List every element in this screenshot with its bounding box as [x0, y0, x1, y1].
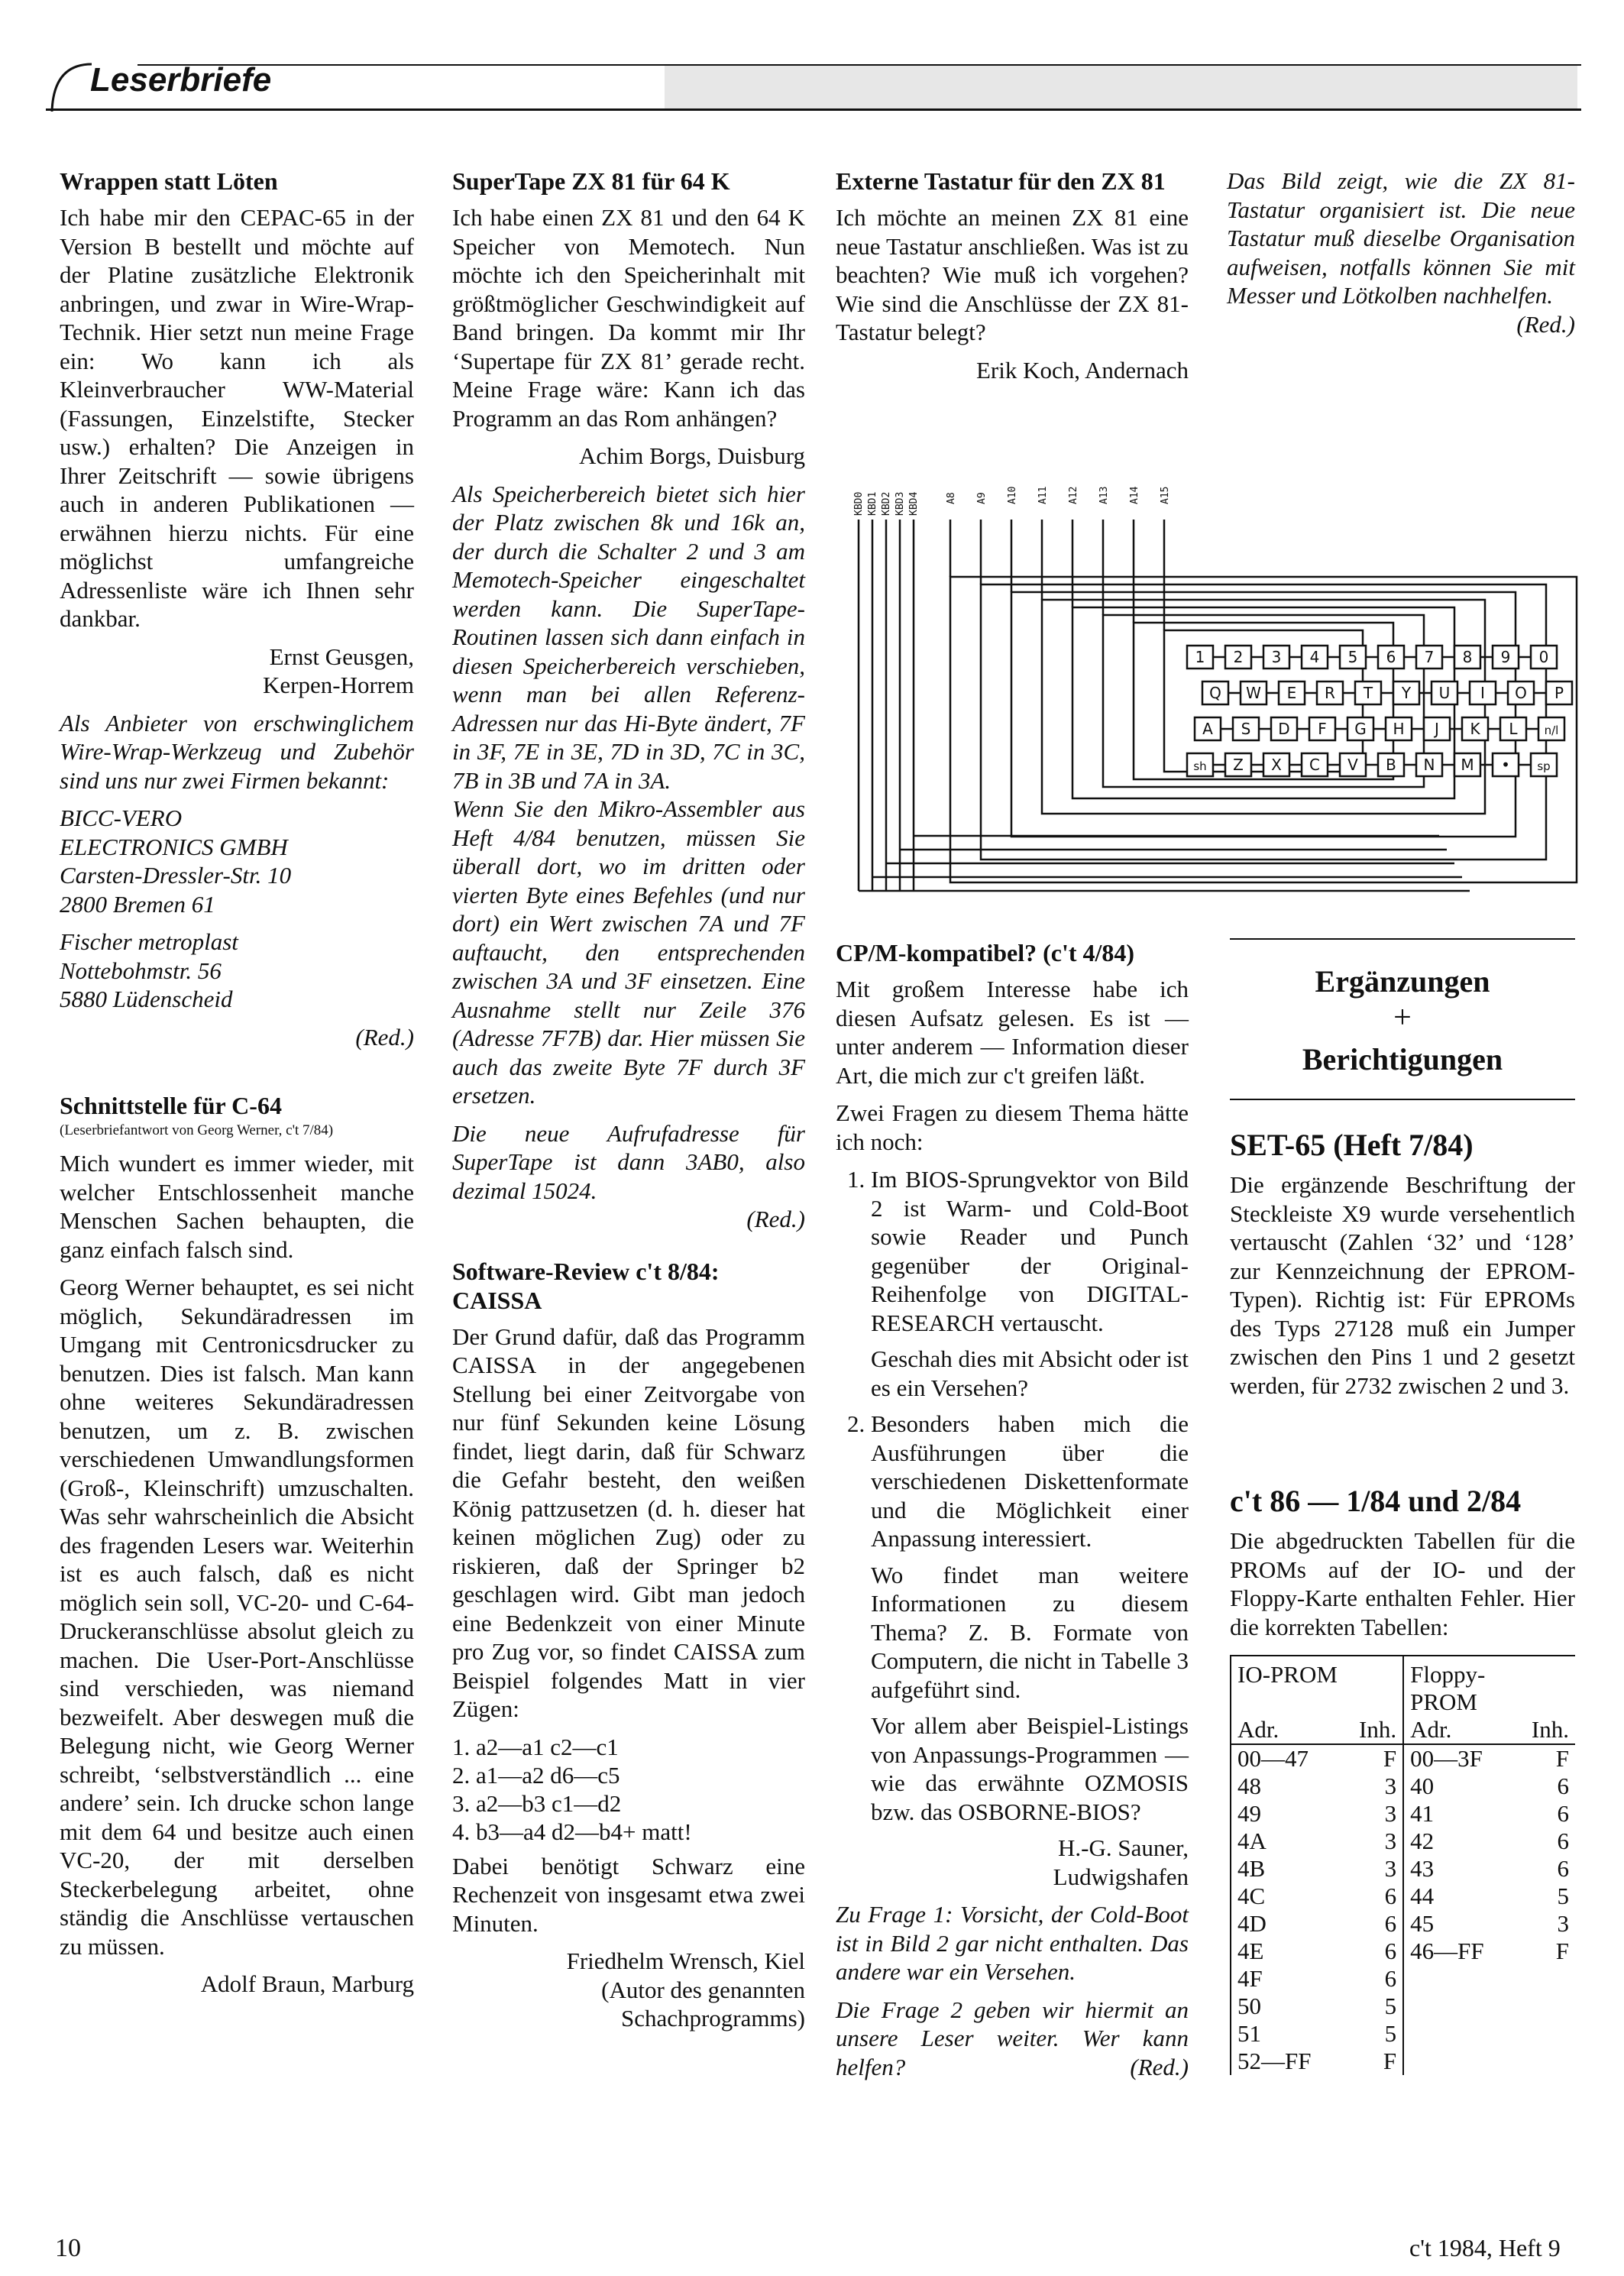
kbd-line-label: KBD4	[908, 491, 920, 516]
key-label: B	[1386, 756, 1396, 774]
letter-text: Ich möchte an meinen ZX 81 eine neue Tastatur anschließen. Was ist zu beachten? Wie muß ich vorgehen? Wie sind die Anschlüsse der ZX 81-Tastatur belegt?	[836, 204, 1189, 345]
key-label: 4	[1309, 648, 1320, 666]
address-line: 2800 Bremen 61	[60, 890, 215, 918]
table-header: Floppy-	[1403, 1656, 1575, 1688]
key-label: L	[1509, 720, 1518, 738]
question-list	[836, 1165, 1189, 1826]
letter-heading: Externe Tastatur für den ZX 81	[836, 167, 1166, 195]
key-label: A	[1202, 720, 1213, 738]
chess-move: 2. a1—a2 d6—c5	[452, 1761, 620, 1789]
chess-move: 4. b3—a4 d2—b4+ matt!	[452, 1818, 692, 1845]
key-label: C	[1309, 756, 1320, 774]
kbd-line-label: KBD3	[894, 491, 906, 516]
table-cell: 6	[1384, 1910, 1397, 1937]
address-line-label: A15	[1160, 486, 1171, 504]
table-cell: 3	[1557, 1910, 1569, 1937]
editor-reply: Die neue Aufrufadresse für SuperTape ist dann 3AB0, also dezimal 15024.	[452, 1119, 805, 1204]
table-cell: 6	[1557, 1828, 1569, 1854]
box-rule	[1230, 938, 1575, 940]
letter-text: Der Grund dafür, daß das Programm CAISSA in der angegebenen Stellung bei einer Zeitvorgabe von nur fünf Sekunden keine Lösung findet, liegt darin, daß für Schwarz die Gefahr besteht, den weißen König pattzusetzen (d. h. dieser hat keinen möglichen Zug) oder zu riskieren, daß der Springer b2 geschlagen wird. Gibt man jedoch eine Bedenkzeit von einer Minute pro Zug vor, so findet CAISSA zum Beispiel folgendes Matt in vier Zügen:	[452, 1323, 805, 1722]
address-line-label: A14	[1129, 486, 1140, 504]
question-item	[871, 1165, 1189, 1402]
letter-signature: Achim Borgs, Duisburg	[579, 442, 805, 469]
box-plus: +	[1393, 1000, 1412, 1035]
key-label: I	[1480, 684, 1485, 702]
letter-text: Ich habe mir den CEPAC-65 in der Version B bestellt und möchte auf der Platine zusätzliche Elektronik anbringen, und zwar in Wire-Wrap-Technik. Hier setzt nun meine Frage ein: Wo kann ich als Kleinverbraucher WW-Material (Fassungen, Einzelstifte, Stecker usw.) erhalten? Die Anzeigen in Ihrer Zeitschrift — sowie übrigens auch in anderen Publikationen — erwähnen hierzu nichts. Für eine möglichst umfangreiche Adressenliste wäre ich Ihnen sehr dankbar.	[60, 204, 414, 632]
table-col-header: Inh.	[1512, 1716, 1575, 1744]
letter-signature: Kerpen-Horrem	[263, 672, 414, 698]
table-cell	[1512, 1965, 1575, 1993]
letter-text: Zwei Fragen zu diesem Thema hätte ich noch:	[836, 1099, 1189, 1155]
question-text: 1. Im BIOS-Sprungvektor von Bild 2 ist Warm- und Cold-Boot sowie Reader und Punch gegenüber der Original-Reihenfolge von DIGITAL-RESEARCH vertauscht.	[871, 1166, 1189, 1336]
editor-reply: Als Speicherbereich bietet sich hier der Platz zwischen 8k und 16k an, der durch die Schalter 2 und 3 am Memotech-Speicher eingeschaltet werden kann. Die SuperTape-Routinen lassen sich dann einfach in diesen Speicherbereich verschieben, wenn man bei allen Referenz-Adressen nur das Hi-Byte ändert, 7F in 3F, 7E in 3E, 7D in 3D, 7C in 3C, 7B in 3B und 7A in 3A.	[452, 480, 805, 794]
table-cell: 4E	[1237, 1938, 1264, 1964]
table-cell	[1512, 2048, 1575, 2075]
key-label: S	[1241, 720, 1251, 738]
box-title: Berichtigungen	[1302, 1042, 1503, 1076]
table-cell: 6	[1557, 1773, 1569, 1799]
corrections-body	[1230, 1128, 1575, 2075]
letter-text: Ich habe einen ZX 81 und den 64 K Speicher von Memotech. Nun möchte ich den Speicherinhalt mit größtmöglicher Geschwindigkeit auf Band bringen. Da kommt mir Ihr ‘Supertape für ZX 81’ gerade recht. Meine Frage wäre: Kann ich das Programm an das Rom anhängen?	[452, 204, 805, 432]
address-block	[60, 804, 414, 918]
editor-reply: Das Bild zeigt, wie die ZX 81-Tastatur organisiert ist. Die neue Tastatur muß dieselbe Organisation aufweisen, notfalls können Sie mit Messer und Lötkolben nachhelfen.	[1227, 167, 1575, 309]
address-line-label: A10	[1007, 486, 1018, 504]
key-label: R	[1325, 684, 1335, 702]
key-label: 9	[1500, 648, 1511, 666]
key-label: 6	[1386, 648, 1396, 666]
header-rule	[46, 108, 1581, 111]
key-label: O	[1515, 684, 1527, 702]
corrections-section	[1230, 938, 1575, 2075]
editor-mark: (Red.)	[746, 1206, 805, 1232]
table-cell: 50	[1237, 1993, 1261, 2019]
chess-moves	[452, 1733, 805, 1846]
table-row	[1231, 1965, 1575, 1993]
editor-reply: Als Anbieter von erschwinglichem Wire-Wrap-Werkzeug und Zubehör sind uns nur zwei Firmen bekannt:	[60, 709, 414, 794]
table-cell: F	[1555, 1745, 1569, 1772]
address-line: Fischer metroplast	[60, 928, 238, 955]
table-cell: 5	[1384, 1993, 1397, 2019]
kbd-line-label: KBD0	[853, 491, 865, 516]
key-label: T	[1363, 684, 1373, 702]
table-cell: 00—3F	[1403, 1744, 1512, 1773]
address-line-label: A12	[1068, 486, 1079, 504]
table-cell: 43	[1403, 1855, 1512, 1883]
key-label: 2	[1233, 648, 1244, 666]
table-cell	[1403, 1993, 1512, 2020]
table-cell	[1512, 1993, 1575, 2020]
letter-signature: H.-G. Sauner,	[1058, 1834, 1189, 1861]
editor-reply: Wenn Sie den Mikro-Assembler aus Heft 4/84 benutzen, müssen Sie überall dort, wo im dritten oder vierten Byte eines Befehles (und nur dort) ein Wert zwischen 7A und 7F auftaucht, den entsprechenden zwischen 3A und 3F einsetzen. Eine Ausnahme stellt nur Zeile 376 (Adresse 7F7B) dar. Hier müssen Sie auch das zweite Byte 7F durch 3F ersetzen.	[452, 795, 805, 1109]
letter-signature: Ludwigshafen	[1053, 1863, 1189, 1890]
page-number: 10	[55, 2234, 81, 2262]
question-text: Geschah dies mit Absicht oder ist es ein Versehen?	[871, 1345, 1189, 1401]
table-cell: F	[1555, 1938, 1569, 1964]
table-row	[1231, 1828, 1575, 1855]
editor-reply: Zu Frage 1: Vorsicht, der Cold-Boot ist in Bild 2 gar nicht enthalten. Das andere war ein Versehen.	[836, 1901, 1189, 1985]
table-cell: 5	[1557, 1883, 1569, 1909]
table-cell: 5	[1384, 2020, 1397, 2047]
key-label: J	[1435, 720, 1439, 738]
table-cell: 6	[1557, 1800, 1569, 1827]
table-cell: 40	[1403, 1773, 1512, 1800]
table-row	[1231, 1800, 1575, 1828]
table-cell: 41	[1403, 1800, 1512, 1828]
key-label: M	[1461, 756, 1474, 774]
editor-mark: (Red.)	[355, 1023, 414, 1051]
table-row	[1231, 1773, 1575, 1800]
kbd-line-label: KBD1	[867, 491, 878, 516]
table-cell: F	[1383, 1745, 1397, 1772]
key-label: 3	[1271, 648, 1282, 666]
address-line-label: A11	[1037, 486, 1049, 504]
table-cell: 51	[1237, 2020, 1261, 2047]
correction-text: Die abgedruckten Tabellen für die PROMs auf der IO- und der Floppy-Karte enthalten Fehler. Hier die korrekten Tabellen:	[1230, 1527, 1575, 1640]
letter-heading: SuperTape ZX 81 für 64 K	[452, 167, 730, 195]
letter-heading: Wrappen statt Löten	[60, 167, 278, 195]
key-label: 7	[1424, 648, 1435, 666]
key-label: Y	[1401, 684, 1412, 702]
key-label: D	[1278, 720, 1290, 738]
table-header: PROM	[1403, 1688, 1575, 1716]
key-label: E	[1286, 684, 1297, 702]
column-3-top	[836, 167, 1189, 393]
table-row	[1231, 2020, 1575, 2048]
letter-text: Mit großem Interesse habe ich diesen Aufsatz gelesen. Es ist — unter anderem — Information dieser Art, die mich zur c't greifen läßt.	[836, 976, 1189, 1089]
key-label: N	[1423, 756, 1435, 774]
key-label: H	[1393, 720, 1405, 738]
table-cell: 45	[1403, 1910, 1512, 1938]
table-row	[1231, 1744, 1575, 1773]
kbd-line-label: KBD2	[881, 491, 892, 516]
letter-signature: (Autor des genannten	[601, 1976, 805, 2003]
question-text: 2. Besonders haben mich die Ausführungen über die verschiedenen Diskettenformate und die Möglichkeit einer Anpassung interessiert.	[871, 1410, 1189, 1552]
question-text: Wo findet man weitere Informationen zu diesem Thema? Z. B. Formate von Computern, die nicht in Tabelle 3 aufgeführt sind.	[871, 1561, 1189, 1703]
table-row	[1231, 1938, 1575, 1965]
correction-heading: SET-65 (Heft 7/84)	[1230, 1128, 1474, 1162]
correction-heading: c't 86 — 1/84 und 2/84	[1230, 1484, 1522, 1518]
table-cell: 4F	[1237, 1965, 1263, 1992]
header-watermark-band	[665, 66, 1577, 108]
key-label: 0	[1538, 648, 1549, 666]
letter-signature: Ernst Geusgen,	[269, 643, 414, 670]
address-block	[60, 928, 414, 1014]
letter-signature: Adolf Braun, Marburg	[200, 1970, 414, 1997]
address-line: BICC-VERO	[60, 805, 183, 831]
address-line: ELECTRONICS GMBH	[60, 833, 288, 860]
table-cell: F	[1383, 2048, 1397, 2074]
table-cell: 42	[1403, 1828, 1512, 1855]
table-row	[1231, 1883, 1575, 1910]
chess-move: 3. a2—b3 c1—d2	[452, 1789, 622, 1817]
table-cell: 4A	[1237, 1828, 1267, 1854]
table-header: IO-PROM	[1237, 1661, 1338, 1688]
correction-text: Die ergänzende Beschriftung der Steckleiste X9 wurde versehentlich vertauscht (Zahlen ‘32’ und ‘128’ zur Kennzeichnung der EPROM-Typen). Richtig ist: Für EPROMs des Typs 27128 muß ein Jumper zwischen den Pins 1 und 2 gesetzt werden, für 2732 zwischen 2 und 3.	[1230, 1171, 1575, 1399]
question-item	[871, 1410, 1189, 1826]
editor-mark: (Red.)	[1130, 2054, 1189, 2080]
key-label: V	[1347, 756, 1358, 774]
table-cell: 52—FF	[1237, 2048, 1312, 2074]
key-label: 8	[1462, 648, 1473, 666]
key-label: X	[1271, 756, 1282, 774]
table-cell	[1403, 1965, 1512, 1993]
table-cell	[1403, 2020, 1512, 2048]
column-3-bottom	[836, 938, 1189, 2091]
address-line-label: A13	[1098, 486, 1110, 504]
column-2	[452, 167, 805, 2042]
table-cell: 49	[1237, 1800, 1261, 1827]
key-label: G	[1354, 720, 1367, 738]
box-title: Ergänzungen	[1315, 964, 1490, 999]
table-cell: 6	[1384, 1965, 1397, 1992]
table-cell: 4C	[1237, 1883, 1266, 1909]
table-col-header: Adr.	[1231, 1716, 1340, 1744]
box-rule	[1230, 1099, 1575, 1100]
table-row	[1231, 2048, 1575, 2075]
letter-subheading: (Leserbriefantwort von Georg Werner, c't 7/84)	[60, 1122, 334, 1138]
table-cell: 6	[1384, 1938, 1397, 1964]
letter-text: Mich wundert es immer wieder, mit welcher Entschlossenheit manche Menschen Sachen behaupten, die ganz einfach falsch sind.	[60, 1150, 414, 1263]
address-line: 5880 Lüdenscheid	[60, 986, 233, 1012]
key-label: Z	[1233, 756, 1244, 774]
header-top-rule	[137, 64, 1581, 66]
key-label: U	[1438, 684, 1451, 702]
key-label: 1	[1195, 648, 1205, 666]
letter-signature: Friedhelm Wrensch, Kiel	[566, 1947, 805, 1974]
table-cell: 3	[1384, 1828, 1397, 1854]
magazine-issue: c't 1984, Heft 9	[1409, 2234, 1561, 2261]
key-label: F	[1318, 720, 1327, 738]
editor-reply: Die Frage 2 geben wir hiermit an unsere Leser weiter. Wer kann helfen?	[836, 1996, 1189, 2080]
table-cell: 44	[1403, 1883, 1512, 1910]
table-cell: 3	[1384, 1855, 1397, 1882]
table-cell: 4B	[1237, 1855, 1266, 1882]
editor-mark: (Red.)	[1516, 310, 1575, 338]
key-label: Q	[1209, 684, 1221, 702]
table-col-header: Inh.	[1340, 1716, 1403, 1744]
table-cell: 6	[1557, 1855, 1569, 1882]
section-title: Leserbriefe	[90, 61, 272, 99]
keyboard-matrix-diagram	[836, 435, 1584, 924]
table-cell: 48	[1237, 1773, 1261, 1799]
address-line-label: A8	[946, 492, 957, 504]
key-label: P	[1554, 684, 1564, 702]
table-col-header: Adr.	[1403, 1716, 1512, 1744]
key-label: sp	[1537, 759, 1551, 773]
key-label: 5	[1347, 648, 1358, 666]
letter-text: Dabei benötigt Schwarz eine Rechenzeit von insgesamt etwa zwei Minuten.	[452, 1852, 805, 1937]
table-cell: 3	[1384, 1773, 1397, 1799]
letter-signature: Schachprogramms)	[620, 2005, 805, 2032]
table-cell: 46—FF	[1403, 1938, 1512, 1965]
letter-signature: Erik Koch, Andernach	[975, 356, 1189, 384]
table-cell: 4D	[1237, 1910, 1267, 1937]
table-cell	[1403, 2048, 1512, 2075]
key-label: sh	[1193, 759, 1207, 773]
column-1	[60, 167, 414, 2008]
table-row	[1231, 1855, 1575, 1883]
key-label: •	[1501, 756, 1510, 774]
address-line: Carsten-Dressler-Str. 10	[60, 862, 292, 889]
address-line: Nottebohmstr. 56	[60, 957, 222, 984]
table-cell: 6	[1384, 1883, 1397, 1909]
letter-heading: Software-Review c't 8/84: CAISSA	[452, 1257, 720, 1314]
table-cell	[1512, 2020, 1575, 2048]
table-cell: 00—47	[1237, 1745, 1309, 1772]
chess-move: 1. a2—a1 c2—c1	[452, 1733, 619, 1760]
table-header-spacer	[1231, 1688, 1403, 1716]
letter-text: Georg Werner behauptet, es sei nicht möglich, Sekundäradressen im Umgang mit Centronicsdrucker zu benutzen. Dies ist falsch. Man kann ohne weiteres Sekundäradressen benutzen, um z. B. zwischen verschiedenen Umwandlungsformen (Groß-, Kleinschrift) umzuschalten. Was sehr wahrscheinlich die Absicht des fragenden Lesers war. Weiterhin ist es auch falsch, daß es nicht möglich sein soll, VC-20- und C-64-Druckeranschlüsse absolut gleich zu machen. Die User-Port-Anschlüsse sind verschieden, was niemand bezweifelt. Aber deswegen muß die Belegung nicht, wie Georg Werner schreibt, ‘selbstverständlich ... eine andere’ sein. Ich drucke schon lange mit dem 64 und besitze auch einen VC-20, der mit derselben Steckerbelegung arbeitet, ohne ständig die Anschlüsse vertauschen zu müssen.	[60, 1274, 414, 1960]
table-row	[1231, 1910, 1575, 1938]
letter-heading: CP/M-kompatibel? (c't 4/84)	[836, 939, 1135, 966]
letter-heading: Schnittstelle für C-64	[60, 1092, 282, 1119]
key-label: W	[1246, 684, 1261, 702]
prom-table	[1230, 1655, 1575, 2075]
table-row	[1231, 1993, 1575, 2020]
key-label: n/l	[1544, 724, 1559, 737]
table-cell: 3	[1384, 1800, 1397, 1827]
column-4-top	[1227, 167, 1575, 348]
question-text: Vor allem aber Beispiel-Listings von Anpassungs-Programmen — wie das erwähnte OZMOSIS bzw. das OSBORNE-BIOS?	[871, 1712, 1189, 1825]
key-label: K	[1470, 720, 1480, 738]
address-line-label: A9	[976, 492, 988, 504]
